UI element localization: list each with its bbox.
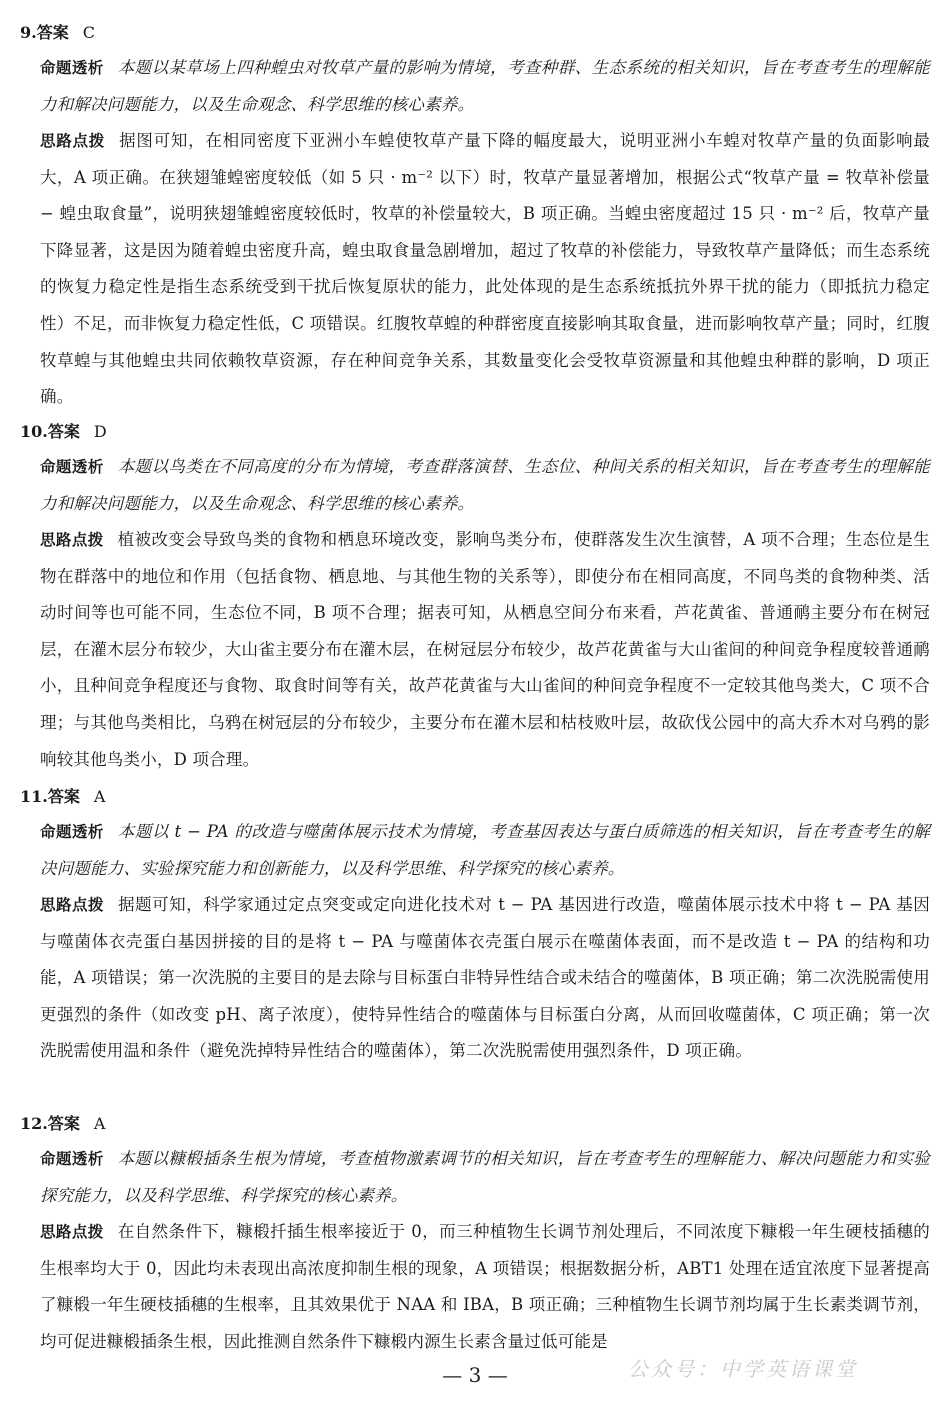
q12-intro-label: 命题透析 xyxy=(40,1150,104,1168)
q9-number: 9. xyxy=(20,23,37,42)
q11-analysis-text: 据题可知，科学家通过定点突变或定向进化技术对 t − PA 基因进行改造，噬菌体展示技术中将 t − PA 基因与噬菌体衣壳蛋白基因拼接的目的是将 t − PA 与噬菌体衣壳蛋白展示在噬菌体表面，而不是改造 t − PA 的结构和功能，A 项错误；第一次洗脱的主要目的是去除与目标蛋白非特异性结合或未结合的噬菌体，B 项正确；第二次洗脱需使用更强烈的条件（如改变 pH、离子浓度），使特异性结合的噬菌体与目标蛋白分离，从而回收噬菌体，C 项正确；第一次洗脱需使用温和条件（避免洗掉特异性结合的噬菌体），第二次洗脱需使用强烈条件，D 项正确。 xyxy=(40,895,931,1061)
q12-answer: A xyxy=(93,1114,106,1133)
page-number: — 3 — xyxy=(442,1363,508,1387)
q10-title: 答案 xyxy=(47,422,80,441)
q9-answer: C xyxy=(82,23,95,42)
q9-analysis xyxy=(40,123,930,416)
q11-title: 答案 xyxy=(47,787,80,806)
q11-analysis xyxy=(40,887,930,1070)
q9-title: 答案 xyxy=(36,23,69,42)
q12-intro-text: 本题以糠椴插条生根为情境，考查植物激素调节的相关知识，旨在考查考生的理解能力、解决问题能力和实验探究能力，以及科学思维、科学探究的核心素养。 xyxy=(40,1149,930,1205)
watermark-text: 公众号：中学英语课堂 xyxy=(628,1357,858,1381)
q9-intro xyxy=(40,50,930,123)
q11-analysis-label: 思路点拨 xyxy=(40,896,105,914)
q10-intro-text: 本题以鸟类在不同高度的分布为情境，考查群落演替、生态位、种间关系的相关知识，旨在考查考生的理解能力和解决问题能力，以及生命观念、科学思维的核心素养。 xyxy=(40,457,930,513)
q10-analysis-label: 思路点拨 xyxy=(40,531,104,549)
q11-intro-label: 命题透析 xyxy=(40,823,104,841)
q9-intro-label: 命题透析 xyxy=(40,59,104,77)
q10-heading xyxy=(20,421,107,443)
q11-intro-text: 本题以 t − PA 的改造与噬菌体展示技术为情境，考查基因表达与蛋白质筛选的相关知识，旨在考查考生的解决问题能力、实验探究能力和创新能力，以及科学思维、科学探究的核心素养。 xyxy=(40,822,930,878)
q9-analysis-label: 思路点拨 xyxy=(40,132,106,150)
q12-title: 答案 xyxy=(47,1114,80,1133)
q10-intro xyxy=(40,449,930,522)
q10-answer: D xyxy=(93,422,107,441)
q12-analysis-label: 思路点拨 xyxy=(40,1223,104,1241)
q10-analysis-text: 植被改变会导致鸟类的食物和栖息环境改变，影响鸟类分布，使群落发生次生演替，A 项不合理；生态位是生物在群落中的地位和作用（包括食物、栖息地、与其他生物的关系等），即使分布在相同高度，不同鸟类的食物种类、活动时间等也可能不同，生态位不同，B 项不合理；据表可知，从栖息空间分布来看，芦花黄雀、普通鸸主要分布在树冠层，在灌木层分布较少，大山雀主要分布在灌木层，在树冠层分布较少，故芦花黄雀与大山雀间的种间竞争程度较普通鸸小，且种间竞争程度还与食物、取食时间等有关，故芦花黄雀与大山雀间的种间竞争程度不一定较其他鸟类大，C 项不合理；与其他鸟类相比，乌鸦在树冠层的分布较少，主要分布在灌木层和枯枝败叶层，故砍伐公园中的高大乔木对乌鸦的影响较其他鸟类小，D 项合理。 xyxy=(40,530,930,769)
q10-number: 10. xyxy=(20,422,48,441)
q12-intro xyxy=(40,1141,930,1214)
q12-analysis-text: 在自然条件下，糠椴扦插生根率接近于 0，而三种植物生长调节剂处理后，不同浓度下糠椴一年生硬枝插穗的生根率均大于 0，因此均未表现出高浓度抑制生根的现象，A 项错误；根据数据分析，ABT1 处理在适宜浓度下显著提高了糠椴一年生硬枝插穗的生根率，且其效果优于 NAA 和 IBA，B 项正确；三种植物生长调节剂均属于生长素类调节剂，均可促进糠椴插条生根，因此推测自然条件下糠椴内源生长素含量过低可能是 xyxy=(40,1222,930,1351)
q11-heading xyxy=(20,786,105,808)
q9-analysis-text: 据图可知，在相同密度下亚洲小车蝗使牧草产量下降的幅度最大，说明亚洲小车蝗对牧草产量的负面影响最大，A 项正确。在狭翅雏蝗密度较低（如 5 只 · m⁻² 以下）时，牧草产量显著增加，根据公式“牧草产量 = 牧草补偿量 − 蝗虫取食量”，说明狭翅雏蝗密度较低时，牧草的补偿量较大，B 项正确。当蝗虫密度超过 15 只 · m⁻² 后，牧草产量下降显著，这是因为随着蝗虫密度升高，蝗虫取食量急剧增加，超过了牧草的补偿能力，导致牧草产量降低；而生态系统的恢复力稳定性是指生态系统受到干扰后恢复原状的能力，此处体现的是生态系统抵抗外界干扰的能力（即抵抗力稳定性）不足，而非恢复力稳定性低，C 项错误。红腹牧草蝗的种群密度直接影响其取食量，进而影响牧草产量；同时，红腹牧草蝗与其他蝗虫共同依赖牧草资源，存在种间竞争关系，其数量变化会受牧草资源量和其他蝗虫种群的影响，D 项正确。 xyxy=(40,131,930,407)
q9-intro-text: 本题以某草场上四种蝗虫对牧草产量的影响为情境，考查种群、生态系统的相关知识，旨在考查考生的理解能力和解决问题能力，以及生命观念、科学思维的核心素养。 xyxy=(40,58,930,114)
q11-intro xyxy=(40,814,930,887)
q10-intro-label: 命题透析 xyxy=(40,458,104,476)
q12-number: 12. xyxy=(20,1114,48,1133)
q12-heading xyxy=(20,1113,105,1135)
q10-analysis xyxy=(40,522,930,778)
q11-number: 11. xyxy=(20,787,48,806)
q12-analysis xyxy=(40,1214,930,1360)
q9-heading xyxy=(20,22,95,44)
q11-answer: A xyxy=(93,787,106,806)
